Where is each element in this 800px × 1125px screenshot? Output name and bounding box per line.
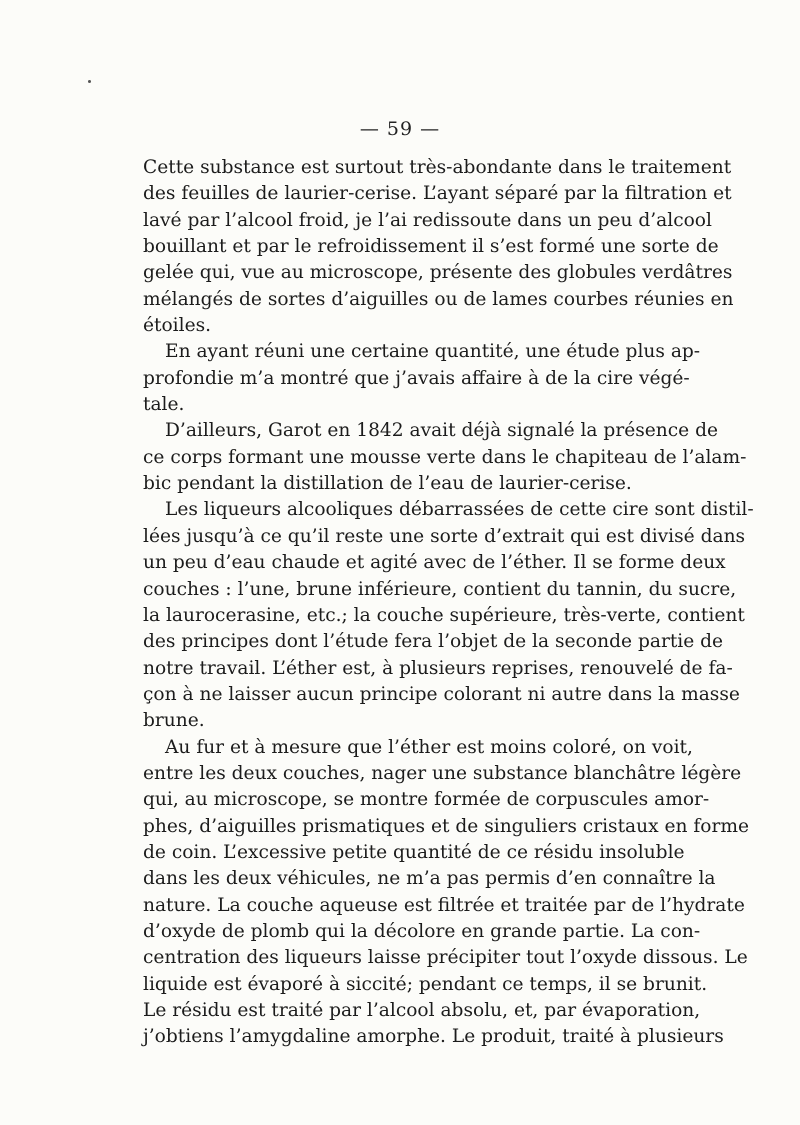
text-line: brune. (143, 710, 205, 732)
text-line: couches : l’une, brune inférieure, contient du tannin, du sucre, (143, 578, 737, 600)
text-line: tale. (143, 394, 185, 416)
text-line: phes, d’aiguilles prismatiques et de singuliers cristaux en forme (143, 815, 750, 837)
ink-speck (88, 80, 91, 83)
text-line: nature. La couche aqueuse est filtrée et traitée par de l’hydrate (143, 894, 745, 916)
text-line: çon à ne laisser aucun principe colorant ni autre dans la masse (143, 683, 740, 705)
text-line: profondie m’a montré que j’avais affaire à de la cire végé- (143, 367, 690, 389)
text-line: dans les deux véhicules, ne m’a pas permis d’en connaître la (143, 868, 716, 890)
text-line: ce corps formant une mousse verte dans le chapiteau de l’alam- (143, 446, 747, 468)
text-line: d’oxyde de plomb qui la décolore en grande partie. La con- (143, 920, 701, 942)
page-number: — 59 — (359, 118, 441, 140)
text-line: En ayant réuni une certaine quantité, une étude plus ap- (165, 341, 701, 363)
text-line: Cette substance est surtout très-abondante dans le traitement (143, 157, 732, 178)
text-line: lées jusqu’à ce qu’il reste une sorte d’extrait qui est divisé dans (143, 525, 746, 547)
text-line: j’obtiens l’amygdaline amorphe. Le produit, traité à plusieurs (143, 1026, 724, 1048)
text-line: la laurocerasine, etc.; la couche supérieure, très-verte, contient (143, 604, 745, 626)
text-line: Les liqueurs alcooliques débarrassées de cette cire sont distil- (165, 499, 754, 521)
text-line: liquide est évaporé à siccité; pendant ce temps, il se brunit. (143, 973, 708, 995)
text-line: Au fur et à mesure que l’éther est moins coloré, on voit, (165, 736, 693, 758)
text-line: centration des liqueurs laisse précipiter tout l’oxyde dissous. Le (143, 947, 748, 969)
text-line: des principes dont l’étude fera l’objet de la seconde partie de (143, 631, 724, 653)
text-line: bouillant et par le refroidissement il s’est formé une sorte de (143, 236, 719, 258)
text-line: Le résidu est traité par l’alcool absolu, et, par évaporation, (143, 1000, 701, 1021)
text-line: qui, au microscope, se montre formée de corpuscules amor- (143, 789, 710, 811)
text-line: D’ailleurs, Garot en 1842 avait déjà signalé la présence de (165, 420, 718, 442)
text-line: des feuilles de laurier-cerise. L’ayant séparé par la filtration et (143, 183, 732, 205)
text-line: gelée qui, vue au microscope, présente des globules verdâtres (143, 262, 733, 284)
text-line: un peu d’eau chaude et agité avec de l’éther. Il se forme deux (143, 552, 726, 574)
body-text (143, 155, 754, 1051)
text-line: mélangés de sortes d’aiguilles ou de lames courbes réunies en (143, 288, 734, 310)
text-line: notre travail. L’éther est, à plusieurs reprises, renouvelé de fa- (143, 657, 733, 679)
text-line: étoiles. (143, 315, 212, 337)
text-line: de coin. L’excessive petite quantité de ce résidu insoluble (143, 841, 685, 863)
text-line: bic pendant la distillation de l’eau de laurier-cerise. (143, 473, 632, 495)
text-line: entre les deux couches, nager une substance blanchâtre légère (143, 762, 742, 784)
text-line: lavé par l’alcool froid, je l’ai redissoute dans un peu d’alcool (143, 209, 712, 231)
